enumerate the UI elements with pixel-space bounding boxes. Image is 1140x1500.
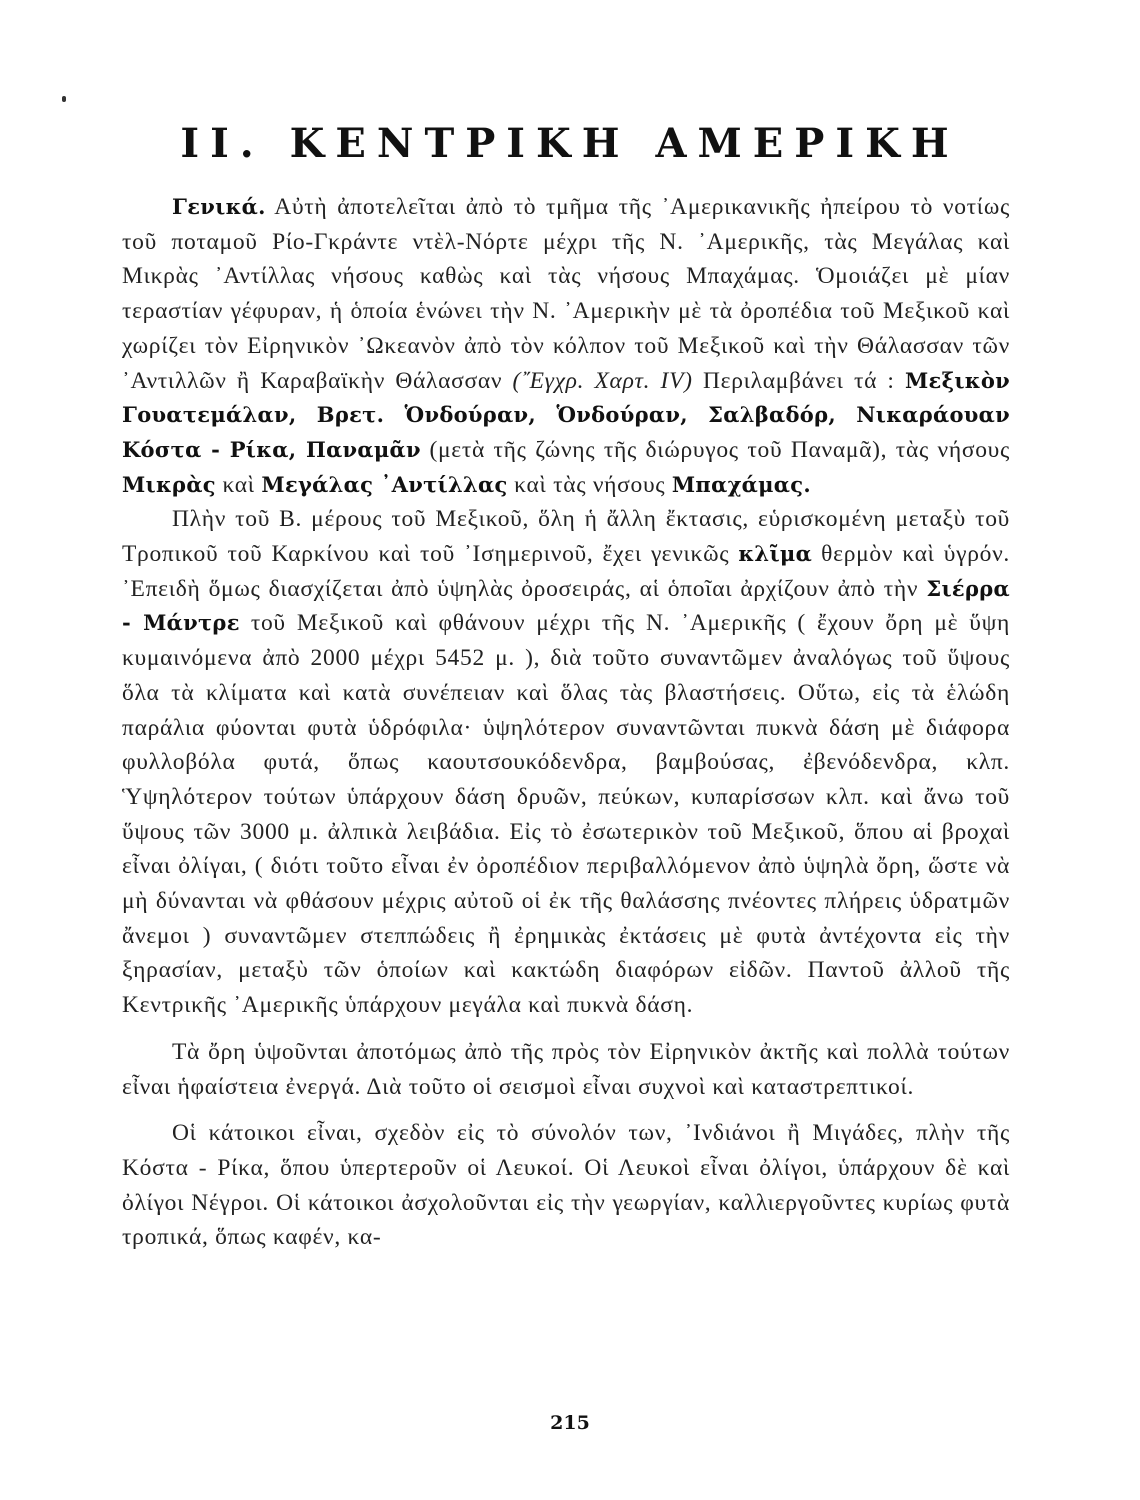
country-list: Μεξικὸν Γουατεμάλαν, Βρετ. Ὁνδούραν, Ὁνδούραν, Σαλβαδόρ, Νικαράουαν Κόστα - Ρίκα, Παναμᾶν xyxy=(122,367,1010,462)
paragraph-climate: Πλὴν τοῦ Β. μέρους τοῦ Μεξικοῦ, ὅλη ἡ ἄλλη ἔκτασις, εὑρισκομένη μεταξὺ τοῦ Τροπικοῦ τοῦ Καρκίνου καὶ τοῦ ᾿Ισημερινοῦ, ἔχει γενικῶς κλῖμα θερμὸν καὶ ὑγρόν. ᾿Επειδὴ ὅμως διασχίζεται ἀπὸ ὑψηλὰς ὀροσειράς, αἱ ὁποῖαι ἀρχίζουν ἀπὸ τὴν Σιέρρα - Μάντρε τοῦ Μεξικοῦ καὶ φθάνουν μέχρι τῆς Ν. ᾿Αμερικῆς ( ἔχουν ὄρη μὲ ὕψη κυμαινόμενα ἀπὸ 2000 μέχρι 5452 μ. ), διὰ τοῦτο συναντῶμεν ἀναλόγως τοῦ ὕψους ὅλα τὰ κλίματα καὶ κατὰ συνέπειαν καὶ ὅλας τὰς βλαστήσεις. Οὕτω, εἰς τὰ ἑλώδη παράλια φύονται φυτὰ ὑδρόφιλα· ὑψηλότερον συναντῶνται πυκνὰ δάση μὲ διάφορα φυλλοβόλα φυτά, ὅπως καουτσουκόδενδρα, βαμβούσας, ἐβενόδενδρα, κλπ. Ὑψηλότερον τούτων ὑπάρχουν δάση δρυῶν, πεύκων, κυπαρίσσων κλπ. καὶ ἄνω τοῦ ὕψους τῶν 3000 μ. ἀλπικὰ λειβάδια. Εἰς τὸ ἐσωτερικὸν τοῦ Μεξικοῦ, ὅπου αἱ βροχαὶ εἶναι ὀλίγαι, ( διότι τοῦτο εἶναι ἐν ὀροπέδιον περιβαλλόμενον ἀπὸ ὑψηλὰ ὄρη, ὥστε νὰ μὴ δύνανται νὰ φθάσουν μέχρις αὐτοῦ οἱ ἐκ τῆς θαλάσσης πνέοντες πλήρεις ὑδρατμῶν ἄνεμοι ) συναντῶμεν στεππώδεις ἢ ἐρημικὰς ἐκτάσεις μὲ φυτὰ ἀντέχοντα εἰς τὴν ξηρασίαν, μεταξὺ τῶν ὁποίων καὶ κακτώδη διαφόρων εἰδῶν. Παντοῦ ἀλλοῦ τῆς Κεντρικῆς ᾿Αμερικῆς ὑπάρχουν μεγάλα καὶ πυκνὰ δάση. xyxy=(122,506,1010,1019)
keyword-sierra-madre: Σιέρρα - Μάντρε xyxy=(122,575,1010,636)
paragraph-inhabitants: Οἱ κάτοικοι εἶναι, σχεδὸν εἰς τὸ σύνολόν των, ᾿Ινδιάνοι ἢ Μιγάδες, πλὴν τῆς Κόστα - Ρίκα, ὅπου ὑπερτεροῦν οἱ Λευκοί. Οἱ Λευκοὶ εἶναι ὀλίγοι, ὑπάρχουν δὲ καὶ ὀλίγοι Νέγροι. Οἱ κάτοικοι ἀσχολοῦνται εἰς τὴν γεωργίαν, καλλιεργοῦντες κυρίως φυτὰ τροπικά, ὅπως καφέν, κα- xyxy=(122,1120,1010,1251)
chapter-title: II. ΚΕΝΤΡΙΚΗ ΑΜΕΡΙΚΗ xyxy=(180,120,960,167)
print-speck xyxy=(62,96,66,102)
map-reference: (῎Εγχρ. Χαρτ. IV) xyxy=(512,367,693,394)
page-number: 215 xyxy=(550,1412,590,1434)
keyword-climate: κλῖμα xyxy=(738,541,813,567)
chapter-body xyxy=(122,190,1010,1255)
section-label-general: Γενικά. xyxy=(172,194,266,219)
paragraph-mountains: Τὰ ὄρη ὑψοῦνται ἀποτόμως ἀπὸ τῆς πρὸς τὸν Εἰρηνικὸν ἀκτῆς καὶ πολλὰ τούτων εἶναι ἡφαίστεια ἐνεργά. Διὰ τοῦτο οἱ σεισμοὶ εἶναι συχνοὶ καὶ καταστρεπτικοί. xyxy=(122,1038,1010,1100)
paragraph-general: Γενικά. Αὐτὴ ἀποτελεῖται ἀπὸ τὸ τμῆμα τῆς ᾿Αμερικανικῆς ἠπείρου τὸ νοτίως τοῦ ποταμοῦ Ρίο-Γκράντε ντὲλ-Νόρτε μέχρι τῆς Ν. ᾿Αμερικῆς, τὰς Μεγάλας καὶ Μικρὰς ᾿Αντίλλας νήσους καθὼς καὶ τὰς νήσους Μπαχάμας. Ὁμοιάζει μὲ μίαν τεραστίαν γέφυραν, ἡ ὁποία ἑνώνει τὴν Ν. ᾿Αμερικὴν μὲ τὰ ὀροπέδια τοῦ Μεξικοῦ καὶ χωρίζει τὸν Εἰρηνικὸν ᾿Ωκεανὸν ἀπὸ τὸν κόλπον τοῦ Μεξικοῦ καὶ τὴν Θάλασσαν τῶν ᾿Αντιλλῶν ἢ Καραβαϊκὴν Θάλασσαν (῎Εγχρ. Χαρτ. IV) Περιλαμβάνει τά : Μεξικὸν Γουατεμάλαν, Βρετ. Ὁνδούραν, Ὁνδούραν, Σαλβαδόρ, Νικαράουαν Κόστα - Ρίκα, Παναμᾶν (μετὰ τῆς ζώνης τῆς διώρυγος τοῦ Παναμᾶ), τὰς νήσους Μικρὰς καὶ Μεγάλας ᾿Αντίλλας καὶ τὰς νήσους Μπαχάμας. xyxy=(122,194,1010,498)
